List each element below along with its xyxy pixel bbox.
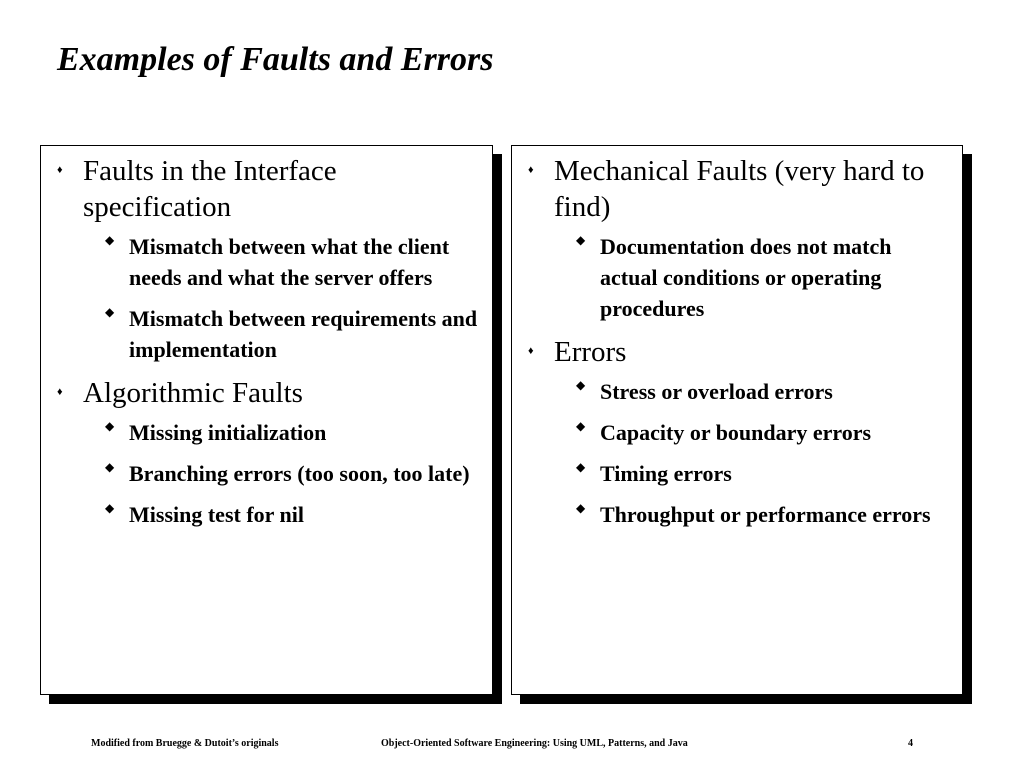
small-diamond-icon: ♦: [57, 386, 63, 398]
diamond-icon: ◆: [105, 419, 115, 433]
sub-bullet-text: Missing test for nil: [129, 502, 304, 527]
bullet-text: Faults in the Interface specification: [83, 155, 337, 223]
sub-bullet-text: Branching errors (too soon, too late): [129, 461, 470, 486]
left-panel: [40, 145, 493, 695]
diamond-icon: ◆: [576, 501, 586, 515]
sub-bullet-item: [83, 458, 484, 489]
small-diamond-icon: ♦: [528, 164, 534, 176]
sub-bullet-item: [83, 417, 484, 448]
sub-bullet-text: Capacity or boundary errors: [600, 420, 872, 445]
small-diamond-icon: ♦: [528, 345, 534, 357]
sub-bullet-text: Stress or overload errors: [600, 379, 833, 404]
small-diamond-icon: ♦: [57, 164, 63, 176]
sub-bullet-item: [83, 303, 484, 365]
bullet-item: [41, 375, 492, 530]
diamond-icon: ◆: [105, 305, 115, 319]
bullet-item: [512, 334, 962, 530]
bullet-item: [41, 153, 492, 365]
sub-bullet-list: [554, 376, 954, 530]
sub-bullet-list: [83, 231, 484, 365]
diamond-icon: ◆: [576, 460, 586, 474]
sub-bullet-list: [554, 231, 954, 324]
bullet-text: Errors: [554, 336, 627, 368]
sub-bullet-list: [83, 417, 484, 530]
sub-bullet-item: [83, 499, 484, 530]
diamond-icon: ◆: [576, 233, 586, 247]
sub-bullet-text: Missing initialization: [129, 420, 327, 445]
footer-book-title: Object-Oriented Software Engineering: Using UML, Patterns, and Java: [381, 738, 688, 749]
bullet-item: [512, 153, 962, 324]
diamond-icon: ◆: [576, 378, 586, 392]
sub-bullet-item: [554, 499, 954, 530]
diamond-icon: ◆: [105, 501, 115, 515]
sub-bullet-item: [554, 231, 954, 324]
footer-credit: Modified from Bruegge & Dutoit’s originals: [91, 738, 279, 749]
right-panel: [511, 145, 963, 695]
right-bullet-list: [512, 146, 962, 530]
sub-bullet-text: Mismatch between requirements and implementation: [129, 306, 478, 362]
diamond-icon: ◆: [576, 419, 586, 433]
sub-bullet-item: [554, 458, 954, 489]
diamond-icon: ◆: [105, 233, 115, 247]
bullet-text: Mechanical Faults (very hard to find): [554, 155, 925, 223]
slide-title: Examples of Faults and Errors: [57, 41, 494, 78]
sub-bullet-item: [554, 417, 954, 448]
left-bullet-list: [41, 146, 492, 530]
page-number: 4: [908, 738, 913, 749]
sub-bullet-text: Timing errors: [600, 461, 732, 486]
sub-bullet-text: Throughput or performance errors: [600, 502, 931, 527]
sub-bullet-item: [83, 231, 484, 293]
diamond-icon: ◆: [105, 460, 115, 474]
sub-bullet-text: Documentation does not match actual conditions or operating procedures: [600, 234, 892, 321]
bullet-text: Algorithmic Faults: [83, 377, 303, 409]
sub-bullet-text: Mismatch between what the client needs and what the server offers: [129, 234, 450, 290]
sub-bullet-item: [554, 376, 954, 407]
